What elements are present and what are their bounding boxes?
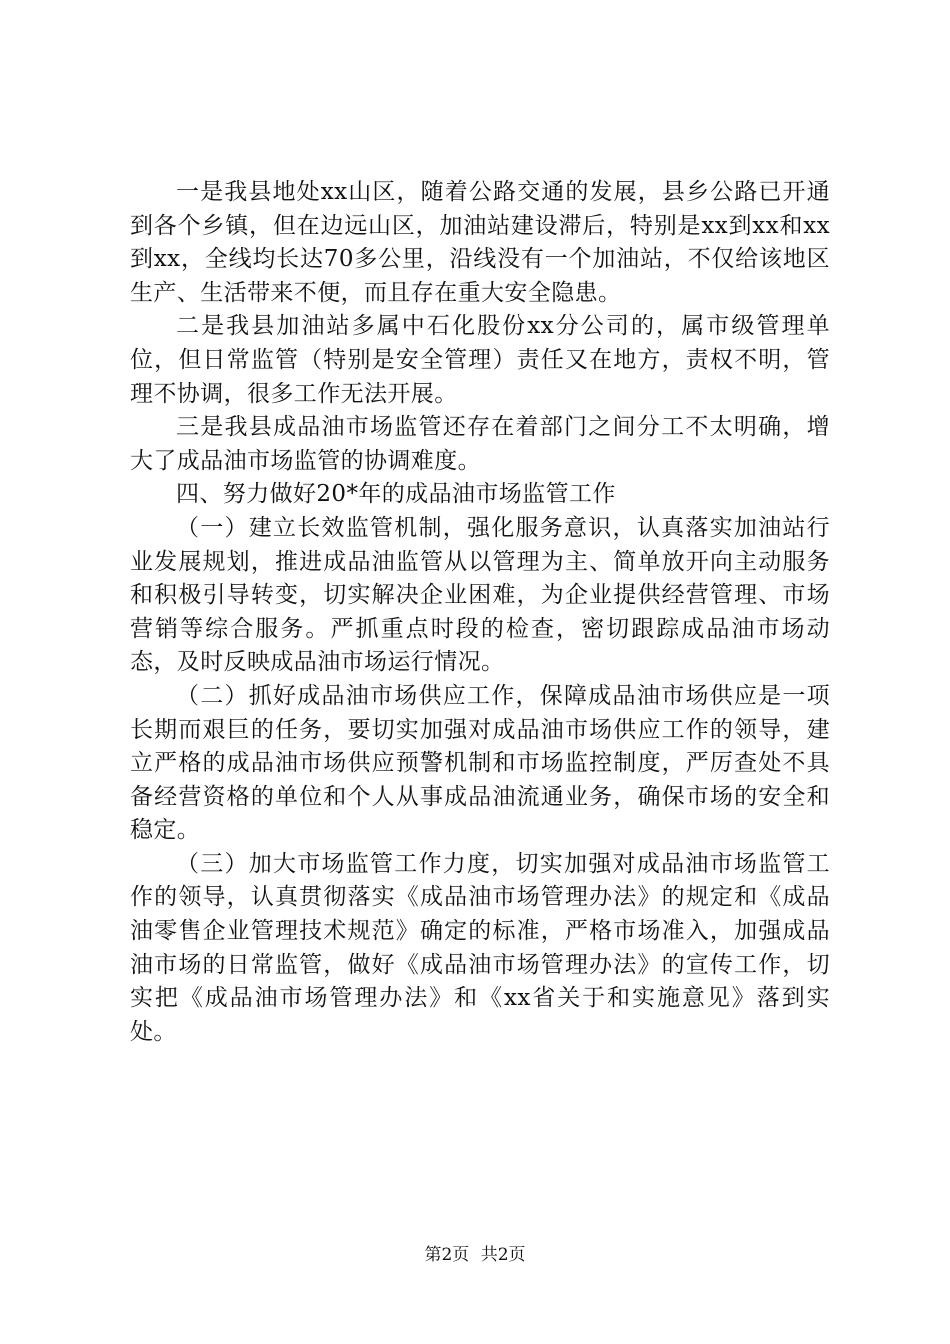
page-footer <box>0 1244 950 1266</box>
page-total: 共2页 <box>480 1245 526 1265</box>
document-body <box>130 176 830 1049</box>
paragraph-item-two: （二）抓好成品油市场供应工作，保障成品油市场供应是一项长期而艰巨的任务，要切实加强对成品油市场供应工作的领导，建立严格的成品油市场供应预警机制和市场监控制度，严厉查处不具备经营资格的单位和个人从事成品油流通业务，确保市场的安全和稳定。 <box>130 682 830 844</box>
paragraph-item-one: （一）建立长效监管机制，强化服务意识，认真落实加油站行业发展规划，推进成品油监管从以管理为主、简单放开向主动服务和积极引导转变，切实解决企业困难，为企业提供经营管理、市场营销等综合服务。严抓重点时段的检查，密切跟踪成品油市场动态，及时反映成品油市场运行情况。 <box>130 514 830 676</box>
page-number: 第2页 <box>424 1245 470 1265</box>
section-heading-four: 四、努力做好20*年的成品油市场监管工作 <box>176 481 616 508</box>
paragraph-point-two: 二是我县加油站多属中石化股份xx分公司的，属市级管理单位，但日常监管（特别是安全管理）责任又在地方，责权不明，管理不协调，很多工作无法开展。 <box>130 313 830 407</box>
paragraph-point-one: 一是我县地处xx山区，随着公路交通的发展，县乡公路已开通到各个乡镇，但在边远山区，加油站建设滞后，特别是xx到xx和xx到xx，全线均长达70多公里，沿线没有一个加油站，不仅给该地区生产、生活带来不便，而且存在重大安全隐患。 <box>130 179 830 306</box>
paragraph-item-three: （三）加大市场监管工作力度，切实加强对成品油市场监管工作的领导，认真贯彻落实《成品油市场管理办法》的规定和《成品油零售企业管理技术规范》确定的标准，严格市场准入，加强成品油市场的日常监管，做好《成品油市场管理办法》的宣传工作，切实把《成品油市场管理办法》和《xx省关于和实施意见》落到实处。 <box>130 850 830 1045</box>
paragraph-point-three: 三是我县成品油市场监管还存在着部门之间分工不太明确，增大了成品油市场监管的协调难度。 <box>130 414 830 474</box>
